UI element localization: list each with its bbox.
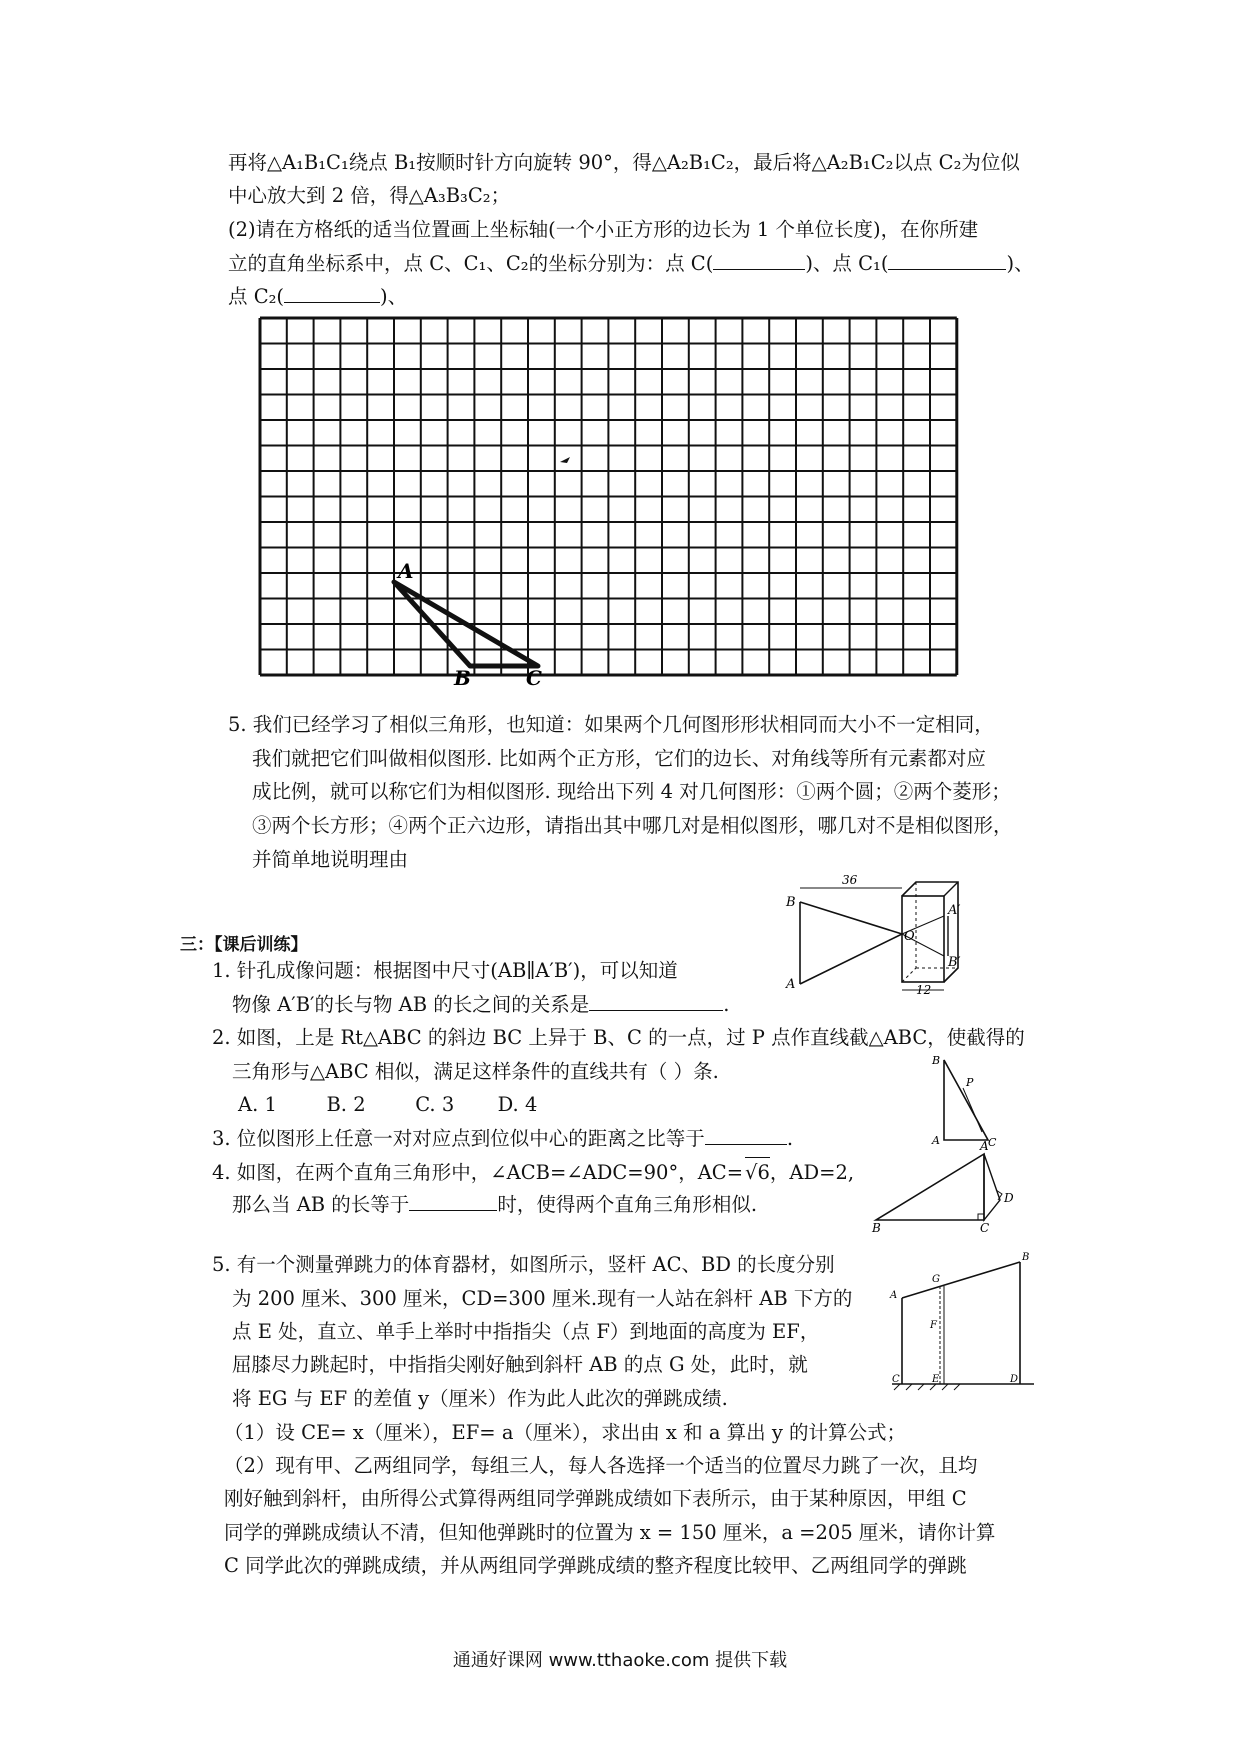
intro-line-4 [228,249,1034,279]
two-label-c: C [980,1221,990,1235]
pinhole-dim-36: 36 [842,873,858,887]
intro-line-2: 中心放大到 2 倍，得△A₃B₃C₂； [228,184,511,207]
answer-blank-t1[interactable] [589,990,723,1011]
answer-blank-t3[interactable] [705,1124,787,1145]
square-grid-figure [258,316,958,688]
label-a: A [398,559,414,583]
t5-line-8: 刚好触到斜杆，由所得公式算得两组同学弹跳成绩如下表所示，由于某种原因，甲组 C [224,1487,967,1510]
t2-line-2: 三角形与△ABC 相似，满足这样条件的直线共有（ ）条. [232,1060,719,1083]
grid-lines [260,318,957,675]
pinhole-label-b: B [786,895,796,910]
t4-line-2b: 时，使得两个直角三角形相似. [497,1193,758,1216]
rt-label-b: B [932,1054,941,1067]
intro-line-5 [228,282,407,312]
t5-line-4: 屈膝尽力跳起时，中指指尖刚好触到斜杆 AB 的点 G 处，此时，就 [232,1353,808,1376]
answer-blank-c[interactable] [713,249,805,270]
pinhole-label-b-prime: B′ [948,955,961,970]
intro-line-1: 再将△A₁B₁C₁绕点 B₁按顺时针方向旋转 90°，得△A₂B₁C₂，最后将△A₂B₁C₂以点 C₂为位似 [228,151,1020,174]
t3-line-1 [212,1124,793,1154]
t4-line-1c: ，AD=2, [769,1161,855,1184]
label-c: C [526,666,542,690]
t5-line-6: （1）设 CE= x（厘米），EF= a（厘米），求出由 x 和 a 算出 y 的计算公式； [224,1421,907,1444]
pinhole-label-a: A [786,977,796,992]
intro-line-5a: 点 C₂( [228,285,285,308]
t4-line-1 [212,1157,854,1188]
sqrt-value: 6 [757,1161,770,1184]
answer-blank-c2[interactable] [284,282,380,303]
rt-label-a: A [932,1134,940,1147]
two-label-a: A [980,1139,989,1153]
t2-line-1: 2. 如图，上是 Rt△ABC 的斜边 BC 上异于 B、C 的一点，过 P 点作直线截△ABC，使截得的 [212,1026,1025,1049]
t4-line-2a: 那么当 AB 的长等于 [232,1193,410,1216]
t1-line-2a: 物像 A′B′的长与物 AB 的长之间的关系是 [232,993,590,1016]
q5-line-2: 我们就把它们叫做相似图形. 比如两个正方形，它们的边长、对角线等所有元素都对应 [252,747,986,770]
t5-line-2: 为 200 厘米、300 厘米，CD=300 厘米.现有一人站在斜杆 AB 下方的 [232,1287,853,1310]
intro-line-3: (2)请在方格纸的适当位置画上坐标轴(一个小正方形的边长为 1 个单位长度)，在你所建 [228,218,979,241]
ink-mark [560,457,570,463]
t1-line-2b: . [723,993,730,1016]
t4-line-2 [232,1190,757,1220]
q5-line-1: 5. 我们已经学习了相似三角形，也知道：如果两个几何图形形状相同而大小不一定相同， [228,713,994,736]
t5-line-3: 点 E 处，直立、单手上举时中指指尖（点 F）到地面的高度为 EF， [232,1320,820,1343]
t3-line-1b: . [786,1127,794,1150]
rt-label-c: C [988,1136,997,1149]
t4-line-1a: 4. 如图，在两个直角三角形中，∠ACB=∠ADC=90°，AC= [212,1161,744,1184]
jump-label-e: E [932,1374,940,1385]
jump-label-d: D [1010,1374,1019,1385]
t1-line-1: 1. 针孔成像问题：根据图中尺寸(AB∥A′B′)，可以知道 [212,959,678,982]
t3-line-1a: 3. 位似图形上任意一对对应点到位似中心的距离之比等于 [212,1127,705,1150]
pinhole-label-a-prime: A′ [948,903,961,918]
pinhole-dim-12: 12 [916,983,932,997]
answer-blank-t4[interactable] [409,1190,497,1211]
jump-label-b: B [1022,1252,1030,1263]
section-title: 三：【课后训练】 [180,935,308,955]
t1-line-2 [232,990,729,1020]
q5-line-5: 并简单地说明理由 [252,848,409,871]
t5-line-9: 同学的弹跳成绩认不清，但知他弹跳时的位置为 x = 150 厘米，a =205 厘米，请你计算 [224,1521,996,1544]
q5-line-4: ③两个长方形；④两个正六边形，请指出其中哪几对是相似图形，哪几对不是相似图形， [252,814,1013,837]
t5-line-1: 5. 有一个测量弹跳力的体育器材，如图所示，竖杆 AC、BD 的长度分别 [212,1253,835,1276]
two-label-b: B [872,1221,881,1235]
pinhole-figure [782,872,962,997]
t5-line-5: 将 EG 与 EF 的差值 y（厘米）作为此人此次的弹跳成绩. [232,1387,728,1410]
sqrt-symbol: √6 [745,1157,770,1188]
rt-label-p: P [966,1076,974,1089]
answer-blank-c1[interactable] [888,249,1006,270]
intro-line-4b: )、点 C₁( [805,252,889,275]
rt-triangle-figure [930,1052,1000,1150]
t5-line-7: （2）现有甲、乙两组同学，每组三人，每人各选择一个适当的位置尽力跳了一次，且均 [224,1454,978,1477]
footer-credit: 通通好课网 www.tthaoke.com 提供下载 [452,1650,788,1671]
label-b: B [454,666,471,690]
intro-line-4a: 立的直角坐标系中，点 C、C₁、C₂的坐标分别为：点 C( [228,252,714,275]
jump-figure [888,1250,1038,1400]
two-label-d: D [1004,1191,1014,1205]
t5-line-10: C 同学此次的弹跳成绩，并从两组同学弹跳成绩的整齐程度比较甲、乙两组同学的弹跳 [224,1554,967,1577]
jump-label-g: G [932,1274,940,1285]
t2-options: A. 1 B. 2 C. 3 D. 4 [238,1093,538,1116]
pinhole-label-o: O [904,929,915,944]
intro-line-4c: )、 [1006,252,1034,275]
two-triangles-figure [868,1139,1024,1235]
jump-label-f: F [930,1320,937,1331]
jump-label-c: C [892,1374,900,1385]
jump-label-a: A [890,1290,898,1301]
intro-line-5b: )、 [380,285,408,308]
q5-line-3: 成比例，就可以称它们为相似图形. 现给出下列 4 对几何图形：①两个圆；②两个菱形； [252,780,1011,803]
